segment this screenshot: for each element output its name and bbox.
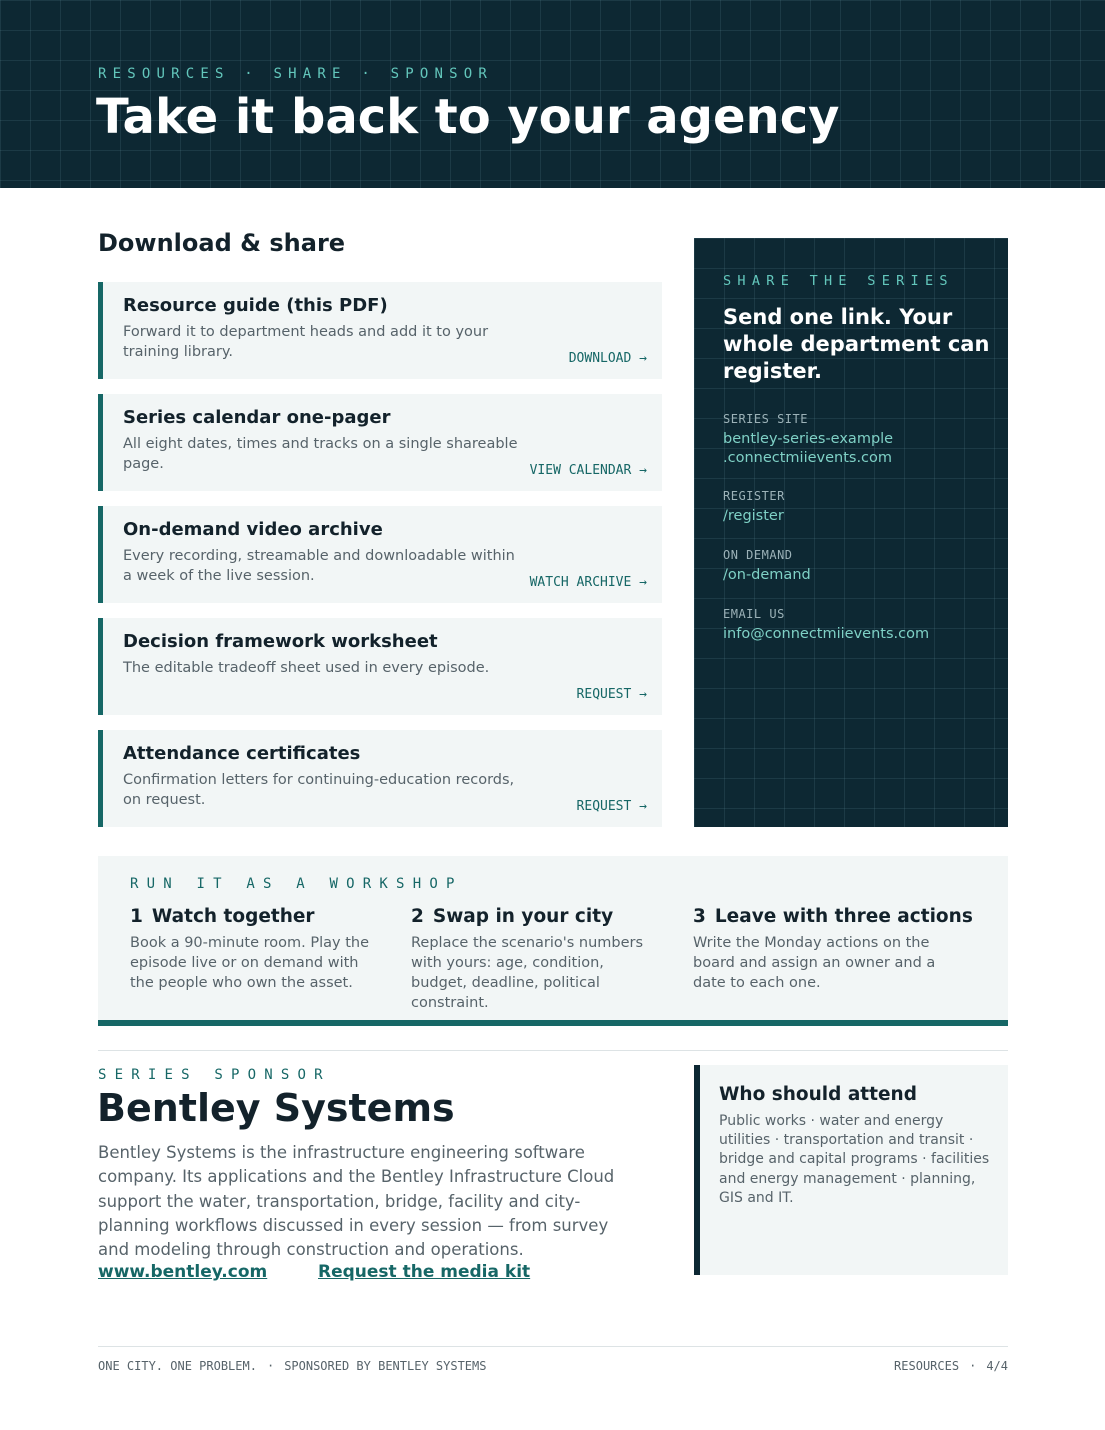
download-link[interactable]: DOWNLOAD →	[568, 351, 647, 366]
field-label: SERIES SITE	[723, 412, 808, 426]
workshop-eyebrow: RUN IT AS A WORKSHOP	[130, 876, 463, 892]
page-title: Take it back to your agency	[96, 89, 840, 145]
page-header	[0, 0, 1105, 188]
section-divider	[98, 1050, 1008, 1051]
series-site-line-2: .connectmiievents.com	[723, 450, 893, 466]
step-title-text: Leave with three actions	[714, 906, 973, 927]
share-eyebrow: SHARE THE SERIES	[723, 273, 954, 289]
resource-title: Decision framework worksheet	[123, 631, 438, 652]
resource-description: The editable tradeoff sheet used in every episode.	[123, 660, 490, 676]
who-should-attend-card	[694, 1065, 1008, 1275]
field-label: REGISTER	[723, 489, 785, 503]
step-title-text: Swap in your city	[432, 906, 614, 927]
resource-description: Confirmation letters for continuing-education records, on request.	[123, 772, 515, 808]
email-field	[723, 607, 1003, 644]
step-number: 1	[130, 906, 143, 927]
step-number: 2	[411, 906, 424, 927]
page-number: 4/4	[986, 1359, 1008, 1373]
resource-description: All eight dates, times and tracks on a single shareable page.	[123, 436, 518, 472]
resource-card-guide	[98, 282, 662, 379]
resource-title: Series calendar one-pager	[123, 407, 391, 428]
register-link[interactable]: /register	[723, 508, 784, 524]
resource-title: On-demand video archive	[123, 519, 383, 540]
field-label: ON DEMAND	[723, 548, 793, 562]
footer-separator: ·	[969, 1359, 977, 1373]
sponsor-name: Bentley Systems	[97, 1086, 455, 1130]
share-panel	[694, 238, 1008, 827]
step-description: Replace the scenario's numbers with yours: age, condition, budget, deadline, political constraint.	[411, 935, 644, 1011]
share-headline: Send one link. Your whole department can register.	[723, 305, 990, 383]
footer-section: RESOURCES	[894, 1359, 960, 1373]
attend-description: Public works · water and energy utilities · transportation and transit · bridge and capital programs · facilities and energy management · planning, GIS and IT.	[719, 1113, 990, 1206]
resource-description: Every recording, streamable and downloadable within a week of the live session.	[123, 548, 515, 584]
resource-list	[98, 282, 662, 842]
step-title-text: Watch together	[151, 906, 315, 927]
resource-card-certificates	[98, 730, 662, 827]
on-demand-field	[723, 548, 1003, 585]
footer-divider	[98, 1346, 1008, 1347]
series-site-line-1: bentley-series-example	[723, 431, 894, 447]
step-title	[130, 906, 390, 927]
resource-title: Attendance certificates	[123, 743, 361, 764]
series-site-field	[723, 412, 1003, 468]
resource-title: Resource guide (this PDF)	[123, 295, 388, 316]
step-description: Book a 90-minute room. Play the episode live or on demand with the people who own the asset.	[130, 935, 369, 991]
step-description: Write the Monday actions on the board and assign an owner and a date to each one.	[693, 935, 936, 991]
workshop-step-2	[411, 906, 671, 1013]
series-site-link[interactable]	[723, 430, 1003, 468]
email-link[interactable]: info@connectmiievents.com	[723, 626, 930, 642]
workshop-step-3	[693, 906, 973, 993]
watch-archive-link[interactable]: WATCH ARCHIVE →	[529, 575, 647, 590]
sponsor-eyebrow: SERIES SPONSOR	[98, 1067, 331, 1083]
field-label: EMAIL US	[723, 607, 785, 621]
workshop-section	[98, 856, 1008, 1026]
attend-title: Who should attend	[719, 1084, 917, 1105]
footer-left	[98, 1359, 486, 1373]
footer-sponsor: SPONSORED BY BENTLEY SYSTEMS	[284, 1359, 487, 1373]
register-field	[723, 489, 1003, 526]
request-worksheet-link[interactable]: REQUEST →	[576, 687, 647, 702]
resource-card-worksheet	[98, 618, 662, 715]
resource-card-calendar	[98, 394, 662, 491]
header-eyebrow: RESOURCES · SHARE · SPONSOR	[98, 66, 493, 82]
workshop-step-1	[130, 906, 390, 993]
step-number: 3	[693, 906, 706, 927]
downloads-title: Download & share	[98, 229, 346, 257]
footer-series-name: ONE CITY. ONE PROBLEM.	[98, 1359, 257, 1373]
footer-right	[894, 1359, 1008, 1373]
sponsor-website-link[interactable]: www.bentley.com	[98, 1262, 268, 1282]
request-certificates-link[interactable]: REQUEST →	[576, 799, 647, 814]
step-title	[411, 906, 671, 927]
step-title	[693, 906, 973, 927]
sponsor-description: Bentley Systems is the infrastructure engineering software company. Its applications and the Bentley Infrastructure Cloud support the water, transportation, bridge, facility and city-planning workflows discussed in every session — from survey and modeling through construction and operations.	[98, 1143, 615, 1260]
resource-card-archive	[98, 506, 662, 603]
footer-separator: ·	[266, 1359, 275, 1373]
resource-description: Forward it to department heads and add it to your training library.	[123, 324, 489, 360]
view-calendar-link[interactable]: VIEW CALENDAR →	[529, 463, 647, 478]
on-demand-link[interactable]: /on-demand	[723, 567, 811, 583]
media-kit-link[interactable]: Request the media kit	[318, 1262, 531, 1282]
